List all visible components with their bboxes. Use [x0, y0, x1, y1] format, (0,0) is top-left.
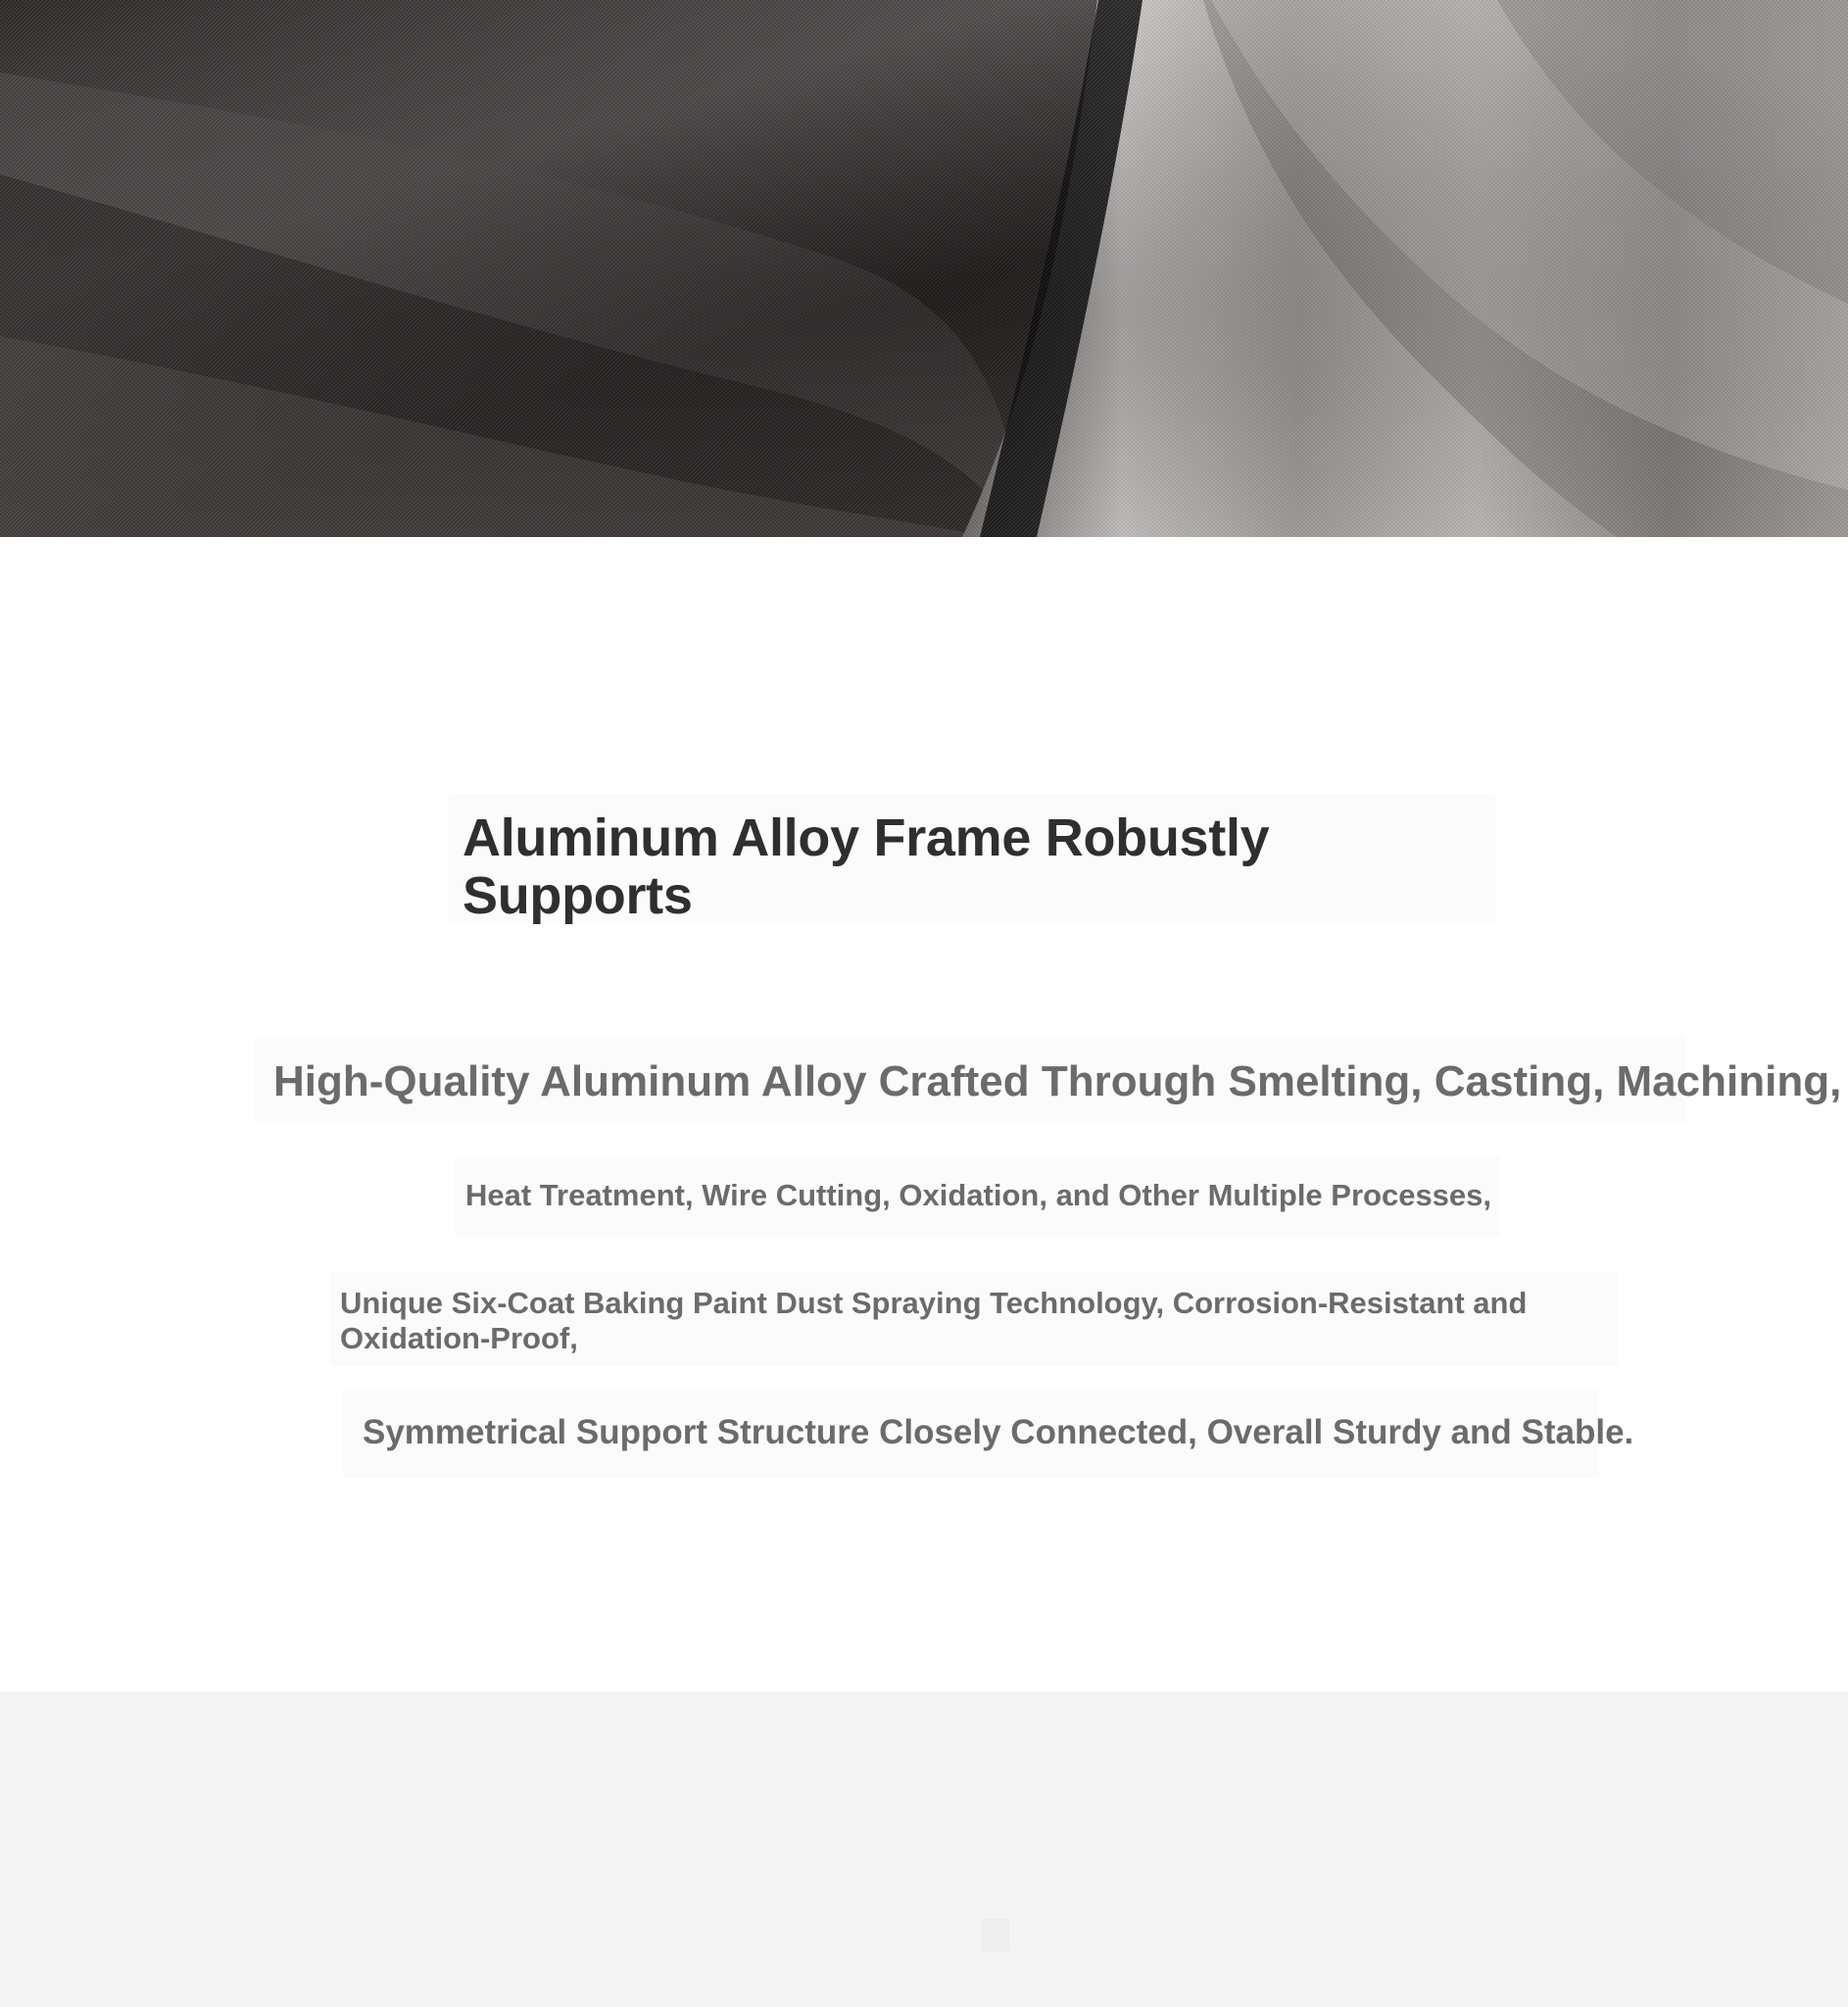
fabric-banner — [0, 0, 1848, 537]
gray-fabric-photo-icon — [0, 0, 1848, 537]
faint-marker-icon — [982, 1919, 1009, 1952]
feature-content — [0, 537, 1848, 1691]
bottom-gray-panel — [0, 1691, 1848, 2007]
feature-description-line: Unique Six-Coat Baking Paint Dust Spraying Technology, Corrosion-Resistant and Oxidation-Proof, — [329, 1272, 1619, 1366]
feature-description-line: High-Quality Aluminum Alloy Crafted Through Smelting, Casting, Machining, — [255, 1037, 1685, 1123]
feature-description-line: Heat Treatment, Wire Cutting, Oxidation, and Other Multiple Processes, — [455, 1156, 1499, 1237]
feature-description-line: Symmetrical Support Structure Closely Connected, Overall Sturdy and Stable. — [343, 1388, 1599, 1478]
feature-title-block — [449, 794, 1495, 923]
feature-title: Aluminum Alloy Frame Robustly Supports — [462, 808, 1270, 925]
